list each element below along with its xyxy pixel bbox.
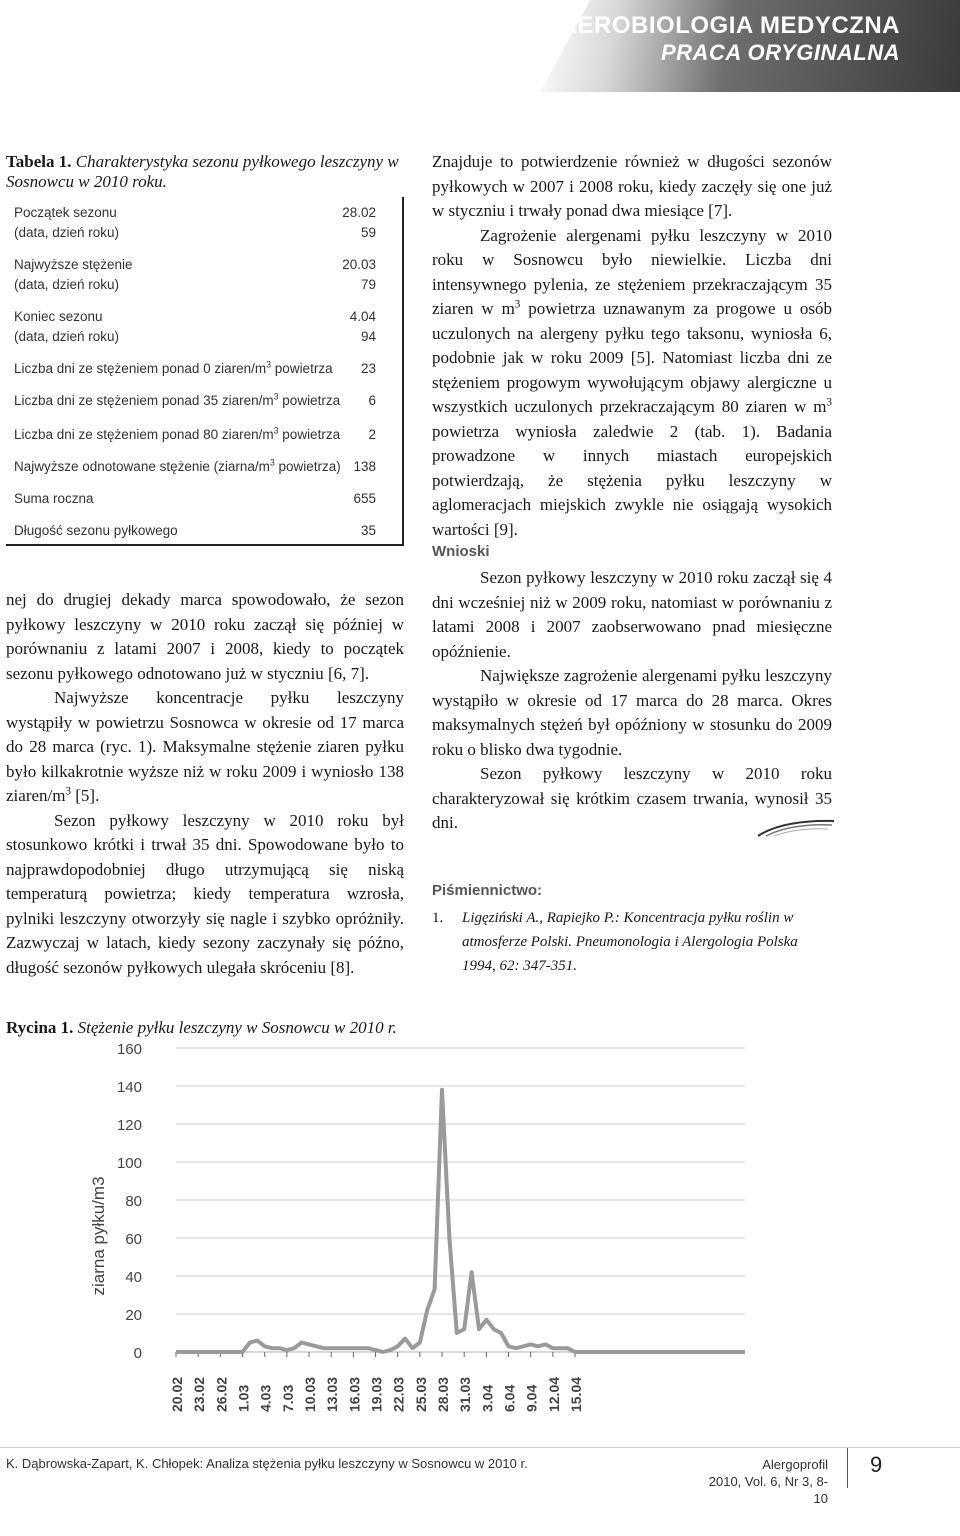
x-tick-label: 7.03 bbox=[279, 1384, 296, 1412]
x-tick-label: 15.04 bbox=[568, 1376, 585, 1412]
x-tick-label: 1.03 bbox=[235, 1384, 252, 1412]
left-column-text bbox=[6, 588, 404, 980]
paragraph: Sezon pyłkowy leszczyny w 2010 roku zaczął się 4 dni wcześniej niż w 2009 roku, natomiast w porównaniu z latami 2008 i 2007 zaobserwowano pnad miesięczne opóźnienie. bbox=[432, 568, 832, 661]
figure-caption-text: Stężenie pyłku leszczyny w Sosnowcu w 2010 r. bbox=[77, 1018, 397, 1037]
table-caption-lead: Tabela 1. bbox=[6, 152, 72, 171]
table-caption bbox=[6, 152, 406, 192]
y-tick-label: 20 bbox=[125, 1307, 142, 1324]
row-value: 655 bbox=[353, 491, 376, 506]
chart-x-ticks bbox=[169, 1352, 584, 1412]
reference-item bbox=[432, 906, 832, 978]
row-value: 138 bbox=[353, 459, 376, 474]
row-value: 6 bbox=[368, 393, 376, 408]
paragraph: Sezon pyłkowy leszczyny w 2010 roku był stosunkowo krótki i trwał 35 dni. Spowodowane było to najprawdopodobniej długo utrzymującą się niską temperaturą powietrza; kiedy temperatura wzrosła, pylniki leszczyny otworzyły się nagle i szybko opróżniły. Zazwyczaj w latach, kiedy sezony zaczynały się późno, długość sezonów pyłkowych ulegała skróceniu [8]. bbox=[6, 810, 404, 977]
reference-number: 1. bbox=[432, 910, 444, 926]
journal-issue: 2010, Vol. 6, Nr 3, 8-10 bbox=[708, 1474, 828, 1506]
row-value: 2 bbox=[368, 427, 376, 442]
x-tick-label: 10.03 bbox=[302, 1376, 319, 1412]
x-tick-label: 28.03 bbox=[435, 1376, 452, 1412]
x-tick-label: 23.02 bbox=[191, 1376, 208, 1412]
y-tick-label: 120 bbox=[116, 1117, 142, 1134]
row-value-2: 94 bbox=[360, 329, 376, 344]
x-tick-label: 12.04 bbox=[545, 1376, 562, 1412]
x-tick-label: 9.04 bbox=[523, 1384, 540, 1412]
y-tick-label: 140 bbox=[116, 1079, 142, 1096]
row-label: Początek sezonu bbox=[14, 205, 117, 220]
paragraph: Największe zagrożenie alergenami pyłku leszczyny wystąpiło w okresie od 17 marca do 28 marca. Okres maksymalnych stężeń był opóźniony w stosunku do 2009 roku o blisko dwa tygodnie. bbox=[432, 666, 832, 759]
row-label-2: (data, dzień roku) bbox=[14, 329, 120, 344]
row-label: Najwyższe odnotowane stężenie ($ziarna/m^3$ powietrza) bbox=[14, 457, 341, 474]
x-tick-label: 26.02 bbox=[213, 1376, 230, 1412]
chart-grid bbox=[176, 1048, 745, 1352]
paragraph: Znajduje to potwierdzenie również w długości sezonów pyłkowych w 2007 i 2008 roku, kiedy zaczęły się one już w styczniu i trwały ponad dwa miesiące [7]. bbox=[432, 152, 832, 220]
x-tick-label: 31.03 bbox=[457, 1376, 474, 1412]
x-tick-label: 20.02 bbox=[169, 1376, 185, 1412]
references-heading: Piśmiennictwo: bbox=[432, 882, 543, 899]
x-tick-label: 3.04 bbox=[479, 1384, 496, 1412]
paragraph: nej do drugiej dekady marca spowodowało, że sezon pyłkowy leszczyny w 2010 roku zaczął się później w porównaniu z latami 2007 i 2008, kiedy to początek sezonu pyłkowego odnotowano już w styczniu [6, 7]. bbox=[6, 590, 404, 683]
row-value-2: 59 bbox=[360, 225, 376, 240]
page-number: 9 bbox=[870, 1452, 883, 1477]
row-label: Suma roczna bbox=[14, 491, 94, 506]
footer-journal bbox=[700, 1456, 828, 1507]
figure-caption bbox=[6, 1018, 397, 1038]
x-tick-label: 4.03 bbox=[257, 1384, 274, 1412]
footer-rule bbox=[0, 1447, 960, 1448]
references-list bbox=[432, 906, 832, 978]
y-tick-label: 60 bbox=[125, 1231, 142, 1248]
row-value-2: 79 bbox=[360, 277, 376, 292]
journal-header bbox=[560, 12, 900, 66]
paragraph: Zagrożenie alergenami pyłku leszczyny w 2010 roku w Sosnowcu było niewielkie. Liczba dni intensywnego pylenia, ze stężeniem przekraczającym 35 ziaren w $m^3$ powietrza uznawanym za progowe u osób uczulonych na alergeny pyłku tego taksonu, wyniosła 6, podobnie jak w roku 2009 [5]. Natomiast liczba dni ze stężeniem progowym wywołującym objawy alergiczne u wszystkich uczulonych przekraczającym 80 ziaren w $m^3$ powietrza wyniosła zaledwie 2 (tab. 1). Badania prowadzone w innych miastach europejskich potwierdzają, że stężenia pyłku leszczyny w aglomeracjach miejskich zwykle nie osiągają wysokich wartości [9]. bbox=[432, 225, 832, 539]
x-tick-label: 19.03 bbox=[368, 1376, 385, 1412]
row-value: 28.02 bbox=[342, 205, 376, 220]
row-label: Liczba dni ze stężeniem ponad 80 ziaren/$m^3$ powietrza bbox=[14, 425, 341, 442]
y-tick-label: 40 bbox=[125, 1269, 142, 1286]
row-label: Liczba dni ze stężeniem ponad 35 ziaren/$m^3$ powietrza bbox=[14, 391, 341, 408]
x-tick-label: 16.03 bbox=[346, 1376, 363, 1412]
pollen-line-chart bbox=[80, 1036, 760, 1416]
x-tick-label: 22.03 bbox=[390, 1376, 407, 1412]
season-table bbox=[6, 197, 404, 546]
row-label-2: (data, dzień roku) bbox=[14, 277, 120, 292]
row-label: Liczba dni ze stężeniem ponad 0 ziaren/$m^3$ powietrza bbox=[14, 359, 333, 376]
row-value: 35 bbox=[360, 523, 376, 538]
paragraph: Najwyższe koncentracje pyłku leszczyny wystąpiły w powietrzu Sosnowca w okresie od 17 marca do 28 marca (ryc. 1). Maksymalne stężenie ziaren pyłku było kilkakrotnie wyższe niż w roku 2009 i wyniosło 138 ziaren/$m^3$ [5]. bbox=[6, 688, 404, 805]
row-value: 4.04 bbox=[349, 309, 376, 324]
chart-series-line bbox=[176, 1090, 745, 1352]
chart-y-ticks bbox=[117, 1041, 142, 1362]
footer-authors: K. Dąbrowska-Zapart, K. Chłopek: Analiza stężenia pyłku leszczyny w Sosnowcu w 2010 r. bbox=[6, 1456, 528, 1471]
y-tick-label: 0 bbox=[133, 1345, 142, 1362]
paragraph: Sezon pyłkowy leszczyny w 2010 roku charakteryzował się krótkim czasem trwania, wynosił 35 dni. bbox=[432, 764, 832, 832]
x-tick-label: 6.04 bbox=[501, 1384, 518, 1412]
row-label: Koniec sezonu bbox=[14, 309, 103, 324]
decorative-swoosh-icon bbox=[756, 818, 836, 840]
reference-text: Ligęziński A., Rapiejko P.: Koncentracja pyłku roślin w atmosferze Polski. Pneumonologia i Alergologia Polska 1994, 62: 347-351. bbox=[462, 910, 798, 974]
row-label: Najwyższe stężenie bbox=[14, 257, 133, 272]
y-tick-label: 80 bbox=[125, 1193, 142, 1210]
table-caption-text: Charakterystyka sezonu pyłkowego leszczyny w Sosnowcu w 2010 roku. bbox=[6, 152, 399, 191]
journal-title: AEROBIOLOGIA MEDYCZNA bbox=[559, 12, 900, 39]
row-label-2: (data, dzień roku) bbox=[14, 225, 120, 240]
footer-divider bbox=[847, 1448, 848, 1488]
figure-caption-lead: Rycina 1. bbox=[6, 1018, 74, 1037]
article-type: PRACA ORYGINALNA bbox=[660, 40, 900, 65]
row-label: Długość sezonu pyłkowego bbox=[14, 523, 178, 538]
row-value: 23 bbox=[360, 361, 376, 376]
conclusions-heading: Wnioski bbox=[432, 543, 490, 560]
right-column-text bbox=[432, 150, 832, 542]
conclusions-text bbox=[432, 566, 832, 836]
x-tick-label: 25.03 bbox=[412, 1376, 429, 1412]
chart-y-axis-label: ziarna pyłku/m3 bbox=[89, 1176, 108, 1296]
x-tick-label: 13.03 bbox=[324, 1376, 341, 1412]
journal-name: Alergoprofil bbox=[762, 1457, 828, 1472]
y-tick-label: 100 bbox=[116, 1155, 142, 1172]
row-value: 20.03 bbox=[342, 257, 376, 272]
y-tick-label: 160 bbox=[116, 1041, 142, 1058]
